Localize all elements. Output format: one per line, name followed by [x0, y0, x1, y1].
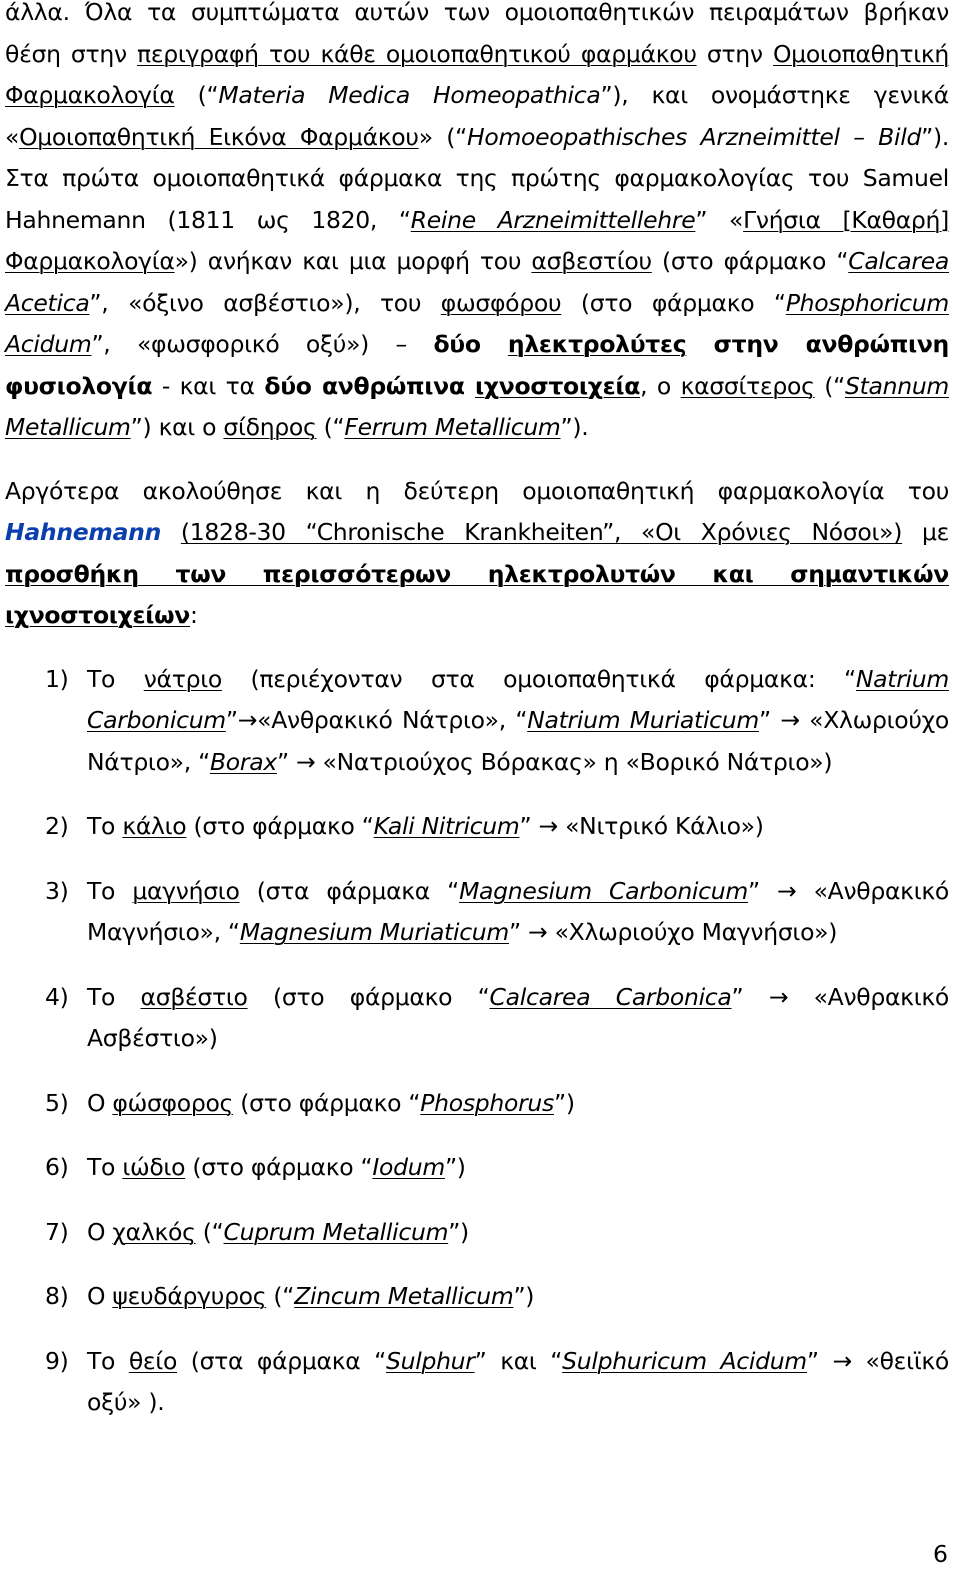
paragraph-experiments: άλλα. Όλα τα συμπτώματα αυτών των ομοιοπαθητικών πειραμάτων βρήκαν θέση στην περιγραφή του κάθε ομοιοπαθητικού φαρμάκου στην Ομοιοπαθητική Φαρμακολογία (“Materia Medica Homeopathica”), και ονομάστηκε γενικά «Ομοιοπαθητική Εικόνα Φαρμάκου» (“Homoeopathisches Arzneimittel – Bild”). Στα πρώτα ομοιοπαθητικά φάρμακα της πρώτης φαρμακολογίας του Samuel Hahnemann (1811 ως 1820, “Reine Arzneimittellehre” «Γνήσια [Καθαρή] Φαρμακολογία») ανήκαν και μια μορφή του ασβεστίου (στο φάρμακο “Calcarea Acetica”, «όξινο ασβέστιο»), του φωσφόρου (στο φάρμακο “Phosphoricum Acidum”, «φωσφορικό οξύ») – δύο ηλεκτρολύτες στην ανθρώπινη φυσιολογία - και τα δύο ανθρώπινα ιχνοστοιχεία, ο κασσίτερος (“Stannum Metallicum”) και ο σίδηρος (“Ferrum Metallicum”).: [5, 0, 950, 441]
arrow-right-icon: →: [832, 1346, 852, 1375]
arrow-right-icon: →: [296, 747, 316, 776]
list-item: 5) Ο φώσφορος (στο φάρμακο “Phosphorus”): [45, 1088, 575, 1117]
link-zincum-metallicum[interactable]: Zincum Metallicum: [294, 1282, 514, 1310]
link-phosphorus-element[interactable]: φώσφορος: [112, 1088, 234, 1117]
list-item: 4) Το ασβέστιο (στο φάρμακο “Calcarea Carbonica” → «Ανθρακικό Ασβέστιο»): [5, 977, 949, 1060]
link-sodium[interactable]: νάτριο: [143, 664, 222, 693]
link-pure-pharmacology[interactable]: Γνήσια [Καθαρή] Φαρμακολογία: [5, 205, 950, 275]
link-natrium-carbonicum[interactable]: Natrium Carbonicum: [87, 664, 949, 734]
document-page: [5, 0, 949, 1447]
link-copper[interactable]: χαλκός: [112, 1217, 196, 1246]
link-electrolytes[interactable]: ηλεκτρολύτες: [507, 330, 687, 358]
link-iodum[interactable]: Iodum: [372, 1153, 445, 1181]
link-description[interactable]: περιγραφή του κάθε ομοιοπαθητικού φαρμάκου: [137, 39, 697, 68]
list-item: 7) Ο χαλκός (“Cuprum Metallicum”): [45, 1217, 469, 1246]
link-magnesium-carbonicum[interactable]: Magnesium Carbonicum: [459, 876, 748, 905]
arrow-right-icon: →: [237, 706, 258, 734]
link-zinc[interactable]: ψευδάργυρος: [112, 1282, 267, 1310]
arrow-right-icon: →: [780, 706, 800, 734]
link-cuprum-metallicum[interactable]: Cuprum Metallicum: [223, 1217, 449, 1246]
hahnemann-name: Hahnemann: [5, 518, 162, 546]
link-added-electrolytes[interactable]: προσθήκη των περισσότερων ηλεκτρολυτών και σημαντικών ιχνοστοιχείων: [5, 559, 949, 629]
link-drug-picture[interactable]: Ομοιοπαθητική Εικόνα Φαρμάκου: [19, 122, 419, 151]
link-magnesium[interactable]: μαγνήσιο: [132, 876, 240, 905]
arrow-right-icon: →: [538, 812, 558, 840]
link-calcarea-carbonica[interactable]: Calcarea Carbonica: [489, 982, 732, 1011]
link-potassium[interactable]: κάλιο: [122, 812, 187, 840]
link-calcium[interactable]: ασβεστίου: [531, 247, 652, 275]
link-stannum-metallicum[interactable]: Stannum Metallicum: [5, 371, 950, 441]
list-item: 8) Ο ψευδάργυρος (“Zincum Metallicum”): [45, 1282, 535, 1310]
materia-medica-title: Materia Medica Homeopathica: [218, 81, 601, 109]
link-homeopathic-pharmacology[interactable]: Ομοιοπαθητική Φαρμακολογία: [5, 39, 949, 109]
link-natrium-muriaticum[interactable]: Natrium Muriaticum: [527, 706, 759, 734]
arrow-right-icon: →: [528, 918, 548, 946]
link-borax[interactable]: Borax: [209, 747, 277, 776]
link-calcarea-acetica[interactable]: Calcarea Acetica: [5, 247, 949, 317]
arrow-right-icon: →: [768, 982, 789, 1011]
page-number: 6: [933, 1540, 948, 1568]
list-item: 2) Το κάλιο (στο φάρμακο “Kali Nitricum” → «Νιτρικό Κάλιο»): [5, 806, 949, 848]
link-kali-nitricum[interactable]: Kali Nitricum: [373, 812, 520, 840]
arzneimittel-bild-title: Homoeopathisches Arzneimittel – Bild: [467, 122, 922, 151]
link-tin[interactable]: κασσίτερος: [680, 371, 815, 400]
link-chronic-diseases[interactable]: (1828-30 “Chronische Krankheiten”, «Οι Χρόνιες Νόσοι»): [180, 518, 903, 546]
arrow-right-icon: →: [777, 876, 797, 905]
link-iodine[interactable]: ιώδιο: [122, 1153, 186, 1181]
link-reine-arzneimittellehre[interactable]: Reine Arzneimittellehre: [410, 205, 696, 234]
link-sulphuricum-acidum[interactable]: Sulphuricum Acidum: [562, 1346, 807, 1375]
link-phosphoricum-acidum[interactable]: Phosphoricum Acidum: [5, 288, 949, 358]
link-phosphorus[interactable]: φωσφόρου: [440, 288, 562, 317]
link-magnesium-muriaticum[interactable]: Magnesium Muriaticum: [239, 918, 509, 946]
list-item: 1) Το νάτριο (περιέχονταν στα ομοιοπαθητικά φάρμακα: “Natrium Carbonicum”→«Ανθρακικό Νάτριο», “Natrium Muriaticum” → «Χλωριούχο Νάτριο», “Borax” → «Νατριούχος Βόρακας» η «Βορικό Νάτριο»): [5, 659, 949, 784]
link-calcium-element[interactable]: ασβέστιο: [140, 982, 248, 1011]
list-item: 3) Το μαγνήσιο (στα φάρμακα “Magnesium Carbonicum” → «Ανθρακικό Μαγνήσιο», “Magnesium Muriaticum” → «Χλωριούχο Μαγνήσιο»): [5, 871, 949, 954]
link-sulphur[interactable]: Sulphur: [386, 1346, 475, 1375]
link-phosphorus-remedy[interactable]: Phosphorus: [420, 1088, 554, 1117]
elements-list: [5, 659, 949, 1424]
link-sulfur[interactable]: θείο: [128, 1346, 178, 1375]
link-iron[interactable]: σίδηρος: [223, 413, 317, 441]
list-item: 6) Το ιώδιο (στο φάρμακο “Iodum”): [45, 1153, 466, 1181]
list-item: 9) Το θείο (στα φάρμακα “Sulphur” και “Sulphuricum Acidum” → «θειϊκό οξύ» ).: [5, 1341, 949, 1424]
paragraph-second-pharmacology: Αργότερα ακολούθησε και η δεύτερη ομοιοπαθητική φαρμακολογία του Hahnemann (1828-30 “Chronische Krankheiten”, «Οι Χρόνιες Νόσοι») με προσθήκη των περισσότερων ηλεκτρολυτών και σημαντικών ιχνοστοιχείων:: [5, 476, 949, 629]
link-trace-elements[interactable]: ιχνοστοιχεία: [475, 371, 641, 400]
link-ferrum-metallicum[interactable]: Ferrum Metallicum: [344, 413, 561, 441]
